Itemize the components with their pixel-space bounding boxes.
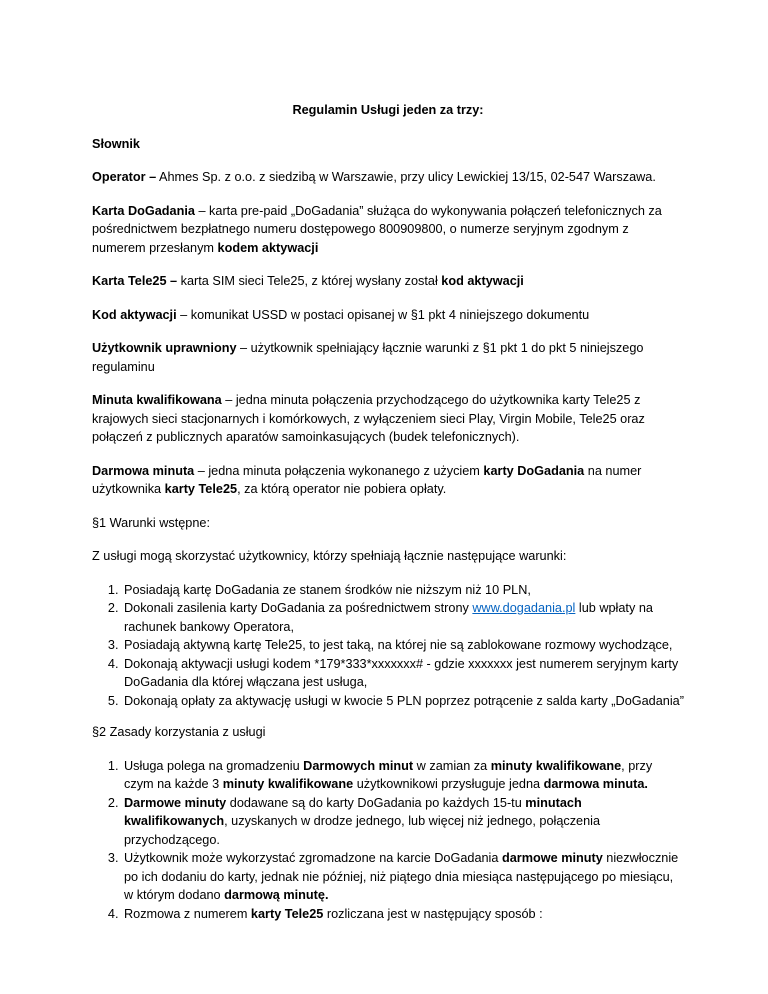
item-bold: darmowe minuty bbox=[501, 851, 603, 865]
item-text: niezwłocznie po ich dodaniu do karty, jednak nie później, niż piątego dnia miesiąca następującego po miesiącu, w którym dodano bbox=[124, 851, 679, 902]
item-bold: darmową minutę. bbox=[224, 888, 329, 902]
list-item bbox=[122, 599, 684, 636]
def-karta-tele25 bbox=[92, 272, 684, 291]
def-text: Ahmes Sp. z o.o. z siedzibą w Warszawie, przy ulicy Lewickiej 13/15, 02-547 Warszawa. bbox=[156, 170, 656, 184]
item-bold: minuty kwalifikowane bbox=[490, 758, 622, 773]
item-text: użytkownikowi przysługuje jedna bbox=[353, 777, 544, 791]
def-term: Karta Tele25 – bbox=[92, 274, 178, 288]
def-karta-dogadania bbox=[92, 202, 684, 258]
def-text: karta SIM sieci Tele25, z której wysłany został bbox=[177, 274, 442, 288]
def-text: – jedna minuta połączenia wykonanego z użyciem bbox=[194, 463, 484, 478]
def-term: Operator – bbox=[92, 170, 157, 184]
list-item bbox=[122, 905, 684, 924]
item-bold: Darmowe minuty bbox=[124, 795, 227, 810]
def-kod-aktywacji bbox=[92, 306, 684, 325]
item-text: Dokonali zasilenia karty DoGadania za pośrednictwem strony bbox=[124, 601, 473, 615]
item-bold: Darmowych minut bbox=[303, 758, 414, 773]
def-term: Minuta kwalifikowana bbox=[92, 393, 222, 407]
section1-intro: Z usługi mogą skorzystać użytkownicy, którzy spełniają łącznie następujące warunki: bbox=[92, 549, 567, 563]
def-text: – komunikat USSD w postaci opisanej w §1 pkt 4 niniejszego dokumentu bbox=[176, 307, 590, 322]
def-term: Karta DoGadania bbox=[92, 203, 195, 218]
page-title: Regulamin Usługi jeden za trzy: bbox=[292, 103, 484, 117]
list-item: 5. Dokonają opłaty za aktywację usługi w kwocie 5 PLN poprzez potrącenie z salda karty „DoGadania” bbox=[122, 692, 684, 711]
def-text: na numer użytkownika bbox=[92, 463, 642, 496]
def-bold: kod aktywacji bbox=[441, 274, 524, 288]
dogadania-link[interactable]: www.dogadania.pl bbox=[472, 601, 576, 615]
list-item bbox=[122, 849, 684, 905]
item-text: rozliczana jest w następujący sposób : bbox=[323, 906, 543, 921]
item-text: Usługa polega na gromadzeniu bbox=[124, 758, 304, 773]
document-content bbox=[92, 101, 684, 936]
def-bold: karty DoGadania bbox=[483, 463, 585, 478]
list-item: 4. Dokonają aktywacji usługi kodem *179*333*xxxxxxx# - gdzie xxxxxxx jest numerem seryjnym karty DoGadania dla której włączana jest usługa, bbox=[122, 655, 684, 692]
def-text: – karta pre-paid „DoGadania” służąca do wykonywania połączeń telefonicznych za pośrednictwem bezpłatnego numeru dostępowego 800909800, o numerze seryjnym zgodnym z numerem przesłanym bbox=[92, 203, 662, 255]
list-item: 3. Posiadają aktywną kartę Tele25, to jest taką, na której nie są zablokowane rozmowy wychodzące, bbox=[122, 636, 684, 655]
section2-list bbox=[92, 757, 684, 924]
section1-list bbox=[92, 581, 684, 711]
def-bold: karty Tele25 bbox=[164, 482, 238, 496]
def-darmowa-minuta bbox=[92, 462, 684, 499]
def-term: Użytkownik uprawniony bbox=[92, 341, 237, 355]
item-bold: minuty kwalifikowane bbox=[222, 777, 354, 791]
def-uzytkownik bbox=[92, 339, 684, 376]
def-text: – użytkownik spełniający łącznie warunki z §1 pkt 1 do pkt 5 niniejszego regulaminu bbox=[92, 341, 644, 374]
item-text: dodawane są do karty DoGadania po każdych 15-tu bbox=[226, 795, 526, 810]
item-bold: minutach kwalifikowanych bbox=[124, 795, 582, 828]
def-term: Kod aktywacji bbox=[92, 307, 177, 322]
def-operator bbox=[92, 168, 684, 187]
list-item: 1. Posiadają kartę DoGadania ze stanem środków nie niższym niż 10 PLN, bbox=[122, 581, 684, 600]
item-text: lub wpłaty na rachunek bankowy Operatora, bbox=[124, 601, 653, 634]
item-text: , przy czym na każde 3 bbox=[124, 758, 653, 791]
list-item bbox=[122, 794, 684, 850]
def-text: – jedna minuta połączenia przychodzącego do użytkownika karty Tele25 z krajowych sieci stacjonarnych i komórkowych, z wyłączeniem sieci Play, Virgin Mobile, Tele25 oraz połączeń z publicznych aparatów samoinkasujących (budek telefonicznych). bbox=[92, 393, 645, 444]
def-term: Darmowa minuta bbox=[92, 463, 195, 478]
slownik-heading-text: Słownik bbox=[92, 136, 140, 151]
item-text: w zamian za bbox=[413, 758, 491, 773]
def-text: , za którą operator nie pobiera opłaty. bbox=[237, 482, 447, 496]
item-bold: darmowa minuta. bbox=[543, 777, 648, 791]
item-text: Użytkownik może wykorzystać zgromadzone na karcie DoGadania bbox=[124, 851, 502, 865]
def-bold: kodem aktywacji bbox=[217, 240, 319, 255]
list-item bbox=[122, 757, 684, 794]
section1-heading: §1 Warunki wstępne: bbox=[92, 515, 211, 530]
slownik-heading bbox=[92, 135, 684, 154]
def-minuta-kwalifikowana bbox=[92, 391, 684, 447]
item-text: , uzyskanych w drodze jednego, lub więcej niż jednego, połączenia przychodzącego. bbox=[124, 814, 601, 847]
section2-heading: §2 Zasady korzystania z usługi bbox=[92, 725, 266, 739]
item-bold: karty Tele25 bbox=[250, 906, 324, 921]
item-text: Rozmowa z numerem bbox=[124, 906, 251, 921]
